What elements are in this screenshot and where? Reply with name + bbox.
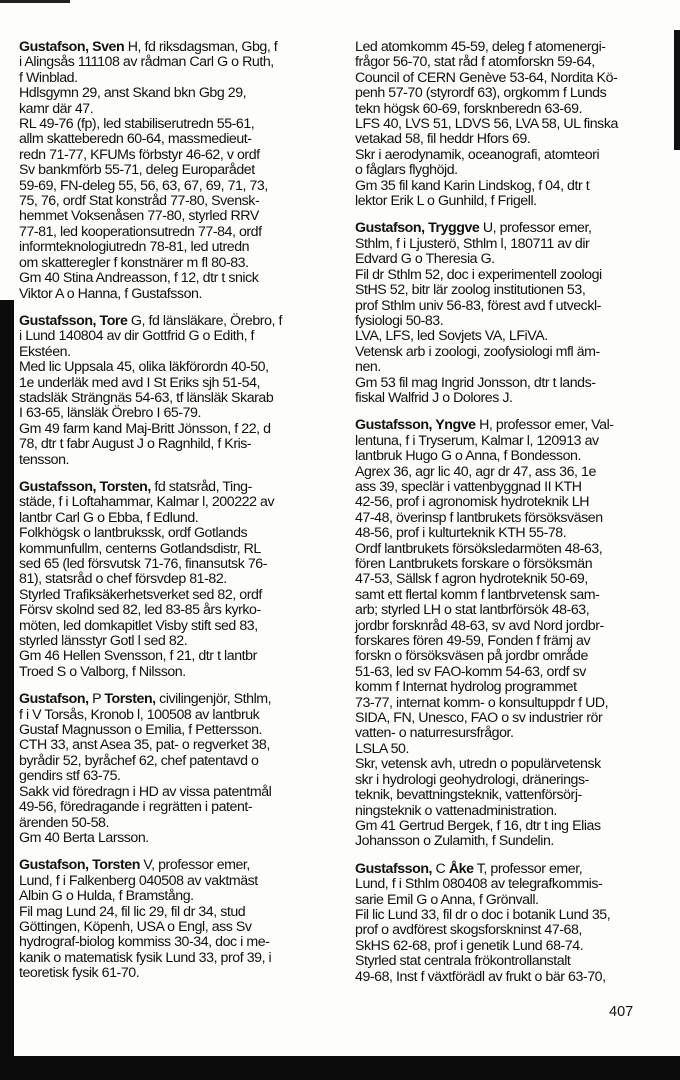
entry-text-line: om skatteregler f konstnärer m fl 80-83. [19, 254, 249, 271]
entry-text-line: redn 71-77, KFUMs förbstyr 46-62, v ordf [19, 146, 260, 163]
entry-heading-text: H, fd riksdagsman, Gbg, f [124, 39, 278, 55]
entry-text-line: StHS 52, bitr lär zoolog institutionen 53, [355, 282, 586, 299]
scan-edge-left [0, 300, 14, 1080]
entry-text-line: i Alingsås 111108 av rådman Carl G o Ruth, [19, 54, 274, 71]
entry-heading-line [19, 40, 351, 55]
entry-text-line: Hdlsgymn 29, anst Skand bkn Gbg 29, [19, 85, 247, 102]
entry-text-line: hydrograf-biolog kommiss 30-34, doc i me- [19, 934, 270, 951]
entry-heading-text: fd statsråd, Ting- [150, 478, 252, 495]
entry-text-line: Led atomkomm 45-59, deleg f atomenergi- [355, 39, 606, 55]
entry-text-line: 73-77, internat komm- o konsultuppdr f UD, [355, 694, 609, 711]
entry-text-line: Skr, vetensk avh, utredn o populärvetensk [355, 756, 601, 773]
entry-heading-line [355, 418, 677, 433]
entry-text-line: lentuna, f i Tryserum, Kalmar l, 120913 av [355, 432, 599, 449]
entry-text-line: gendirs stf 63-75. [19, 768, 121, 785]
entry-text-line: prof o avdförest skogsforskninst 47-68, [355, 922, 582, 939]
entry-text-line: Sakk vid föredragn i HD av vissa patentmål [19, 783, 272, 800]
entry-heading-text: G, fd länsläkare, Örebro, f [127, 312, 282, 329]
entry-text-line: 49-68, Inst f växtförädl av frukt o bär 63-70, [355, 968, 606, 985]
entry-text-line: Fil lic Lund 33, fil dr o doc i botanik Lund 35, [355, 906, 611, 923]
entry-heading-line [19, 314, 351, 329]
entry-text-line: prof Sthlm univ 56-83, förest avd f utveckl- [355, 297, 601, 314]
entry-text-line: LFS 40, LVS 51, LDVS 56, LVA 58, UL finska [355, 116, 618, 133]
entry-text-line: nen. [355, 359, 381, 376]
entry-text-line: Gm 53 fil mag Ingrid Jonsson, dtr t lands- [355, 374, 596, 391]
entry-text-line: 59-69, FN-deleg 55, 56, 63, 67, 69, 71, 73, [19, 177, 268, 194]
entry-text-line: Gm 40 Berta Larsson. [19, 829, 149, 846]
entry-text-line: teknik, bevattningsteknik, vattenförsörj- [355, 787, 582, 804]
entry-heading-line [355, 221, 677, 236]
entry-text-line: teoretisk fysik 61-70. [19, 965, 140, 982]
biography-entry [355, 862, 677, 985]
entry-heading-text: U, professor emer, [479, 220, 592, 237]
biography-entry-continuation [355, 40, 677, 209]
entry-text-line: arb; styrled LH o stat lantbrförsök 48-63, [355, 602, 590, 619]
entry-text-line: möten, led domkapitlet Visby stift sed 83, [19, 617, 258, 634]
entry-text-line: Fil mag Lund 24, fil lic 29, fil dr 34, stud [19, 903, 246, 920]
entry-text-line: kanik o matematisk fysik Lund 33, prof 39, i [19, 949, 272, 966]
entry-text-line: Gm 49 farm kand Maj-Britt Jönsson, f 22, d [19, 420, 271, 437]
entry-text-line: 81), statsråd o chef försvdep 81-82. [19, 571, 227, 588]
entry-text-line: Albin G o Hulda, f Bramstång. [19, 888, 194, 905]
entry-text-line: LVA, LFS, led Sovjets VA, LFiVA. [355, 328, 548, 345]
entry-text-line: 1e underläk med avd I St Eriks sjh 51-54, [19, 374, 260, 391]
entry-text-line: lektor Erik L o Gunhild, f Frigell. [355, 193, 537, 210]
entry-text-line: I 63-65, länsläk Örebro I 65-79. [19, 405, 201, 422]
entry-heading-text: T, professor emer, [473, 860, 583, 877]
entry-text-line: Fil dr Sthlm 52, doc i experimentell zoologi [355, 266, 602, 283]
scan-edge-bottom [0, 1056, 680, 1080]
entry-text-line: sarie Emil G o Anna, f Grönvall. [355, 891, 539, 908]
entry-text-line: vatten- o naturresursfrågor. [355, 725, 514, 742]
entry-text-line: vetakad 58, fil heddr Hfors 69. [355, 131, 531, 148]
entry-text-line: CTH 33, anst Asea 35, pat- o regverket 38, [19, 737, 270, 754]
entry-text-line: forskn o försöksväsen på jordbr område [355, 648, 588, 665]
entry-text-line: lantbr Carl G o Ebba, f Edlund. [19, 509, 199, 526]
entry-name-part: Torsten, [104, 691, 156, 708]
entry-text-line: Vetensk arb i zoologi, zoofysiologi mfl äm- [355, 343, 600, 360]
entry-text-line: 48-56, prof i kulturteknik KTH 55-78. [355, 525, 567, 542]
entry-text-line: i Lund 140804 av dir Gottfrid G o Edith, f [19, 328, 255, 345]
entry-name: Gustafsson, Yngve [355, 417, 476, 434]
biography-entry [19, 480, 351, 680]
entry-text-line: Viktor A o Hanna, f Gustafsson. [19, 285, 202, 302]
entry-heading-line [355, 862, 677, 877]
entry-text-line: ärenden 50-58. [19, 814, 109, 831]
biography-entry [19, 40, 351, 302]
left-column [19, 40, 351, 994]
entry-text-line: Styrled Trafiksäkerhetsverket sed 82, ordf [19, 586, 262, 603]
entry-text-line: fören Lantbrukets forskare o försöksmän [355, 556, 593, 572]
entry-text-line: 78, dtr t fabr August J o Ragnhild, f Kris- [19, 436, 252, 453]
entry-text-line: fiskal Walfrid J o Dolores J. [355, 389, 513, 406]
entry-text-line: städe, f i Loftahammar, Kalmar l, 200222 av [19, 494, 275, 511]
entry-name: Gustafson, Sven [19, 39, 125, 55]
right-column [355, 40, 677, 997]
entry-text-line: komm f Internat hydrolog programmet [355, 679, 577, 696]
entry-text-line: kommunfullm, centerns Gotlandsdistr, RL [19, 540, 261, 557]
entry-text-line: informteknologiutredn 78-81, led utredn [19, 239, 250, 256]
entry-heading-text: V, professor emer, [139, 857, 250, 874]
biography-entry [19, 692, 351, 846]
entry-heading-line [19, 858, 351, 873]
entry-text-line: LSLA 50. [355, 740, 409, 757]
entry-name: Gustafsson, [355, 860, 433, 877]
entry-text-line: Lund, f i Sthlm 080408 av telegrafkommis- [355, 876, 603, 893]
entry-text-line: allm skatteberedn 60-64, massmedieut- [19, 131, 252, 148]
entry-text-line: forskares fören 49-59, Fonden f främj av [355, 633, 591, 650]
entry-text-line: Sv bankmförb 55-71, deleg Europarådet [19, 162, 255, 179]
entry-text-line: SIDA, FN, Unesco, FAO o sv industrier rör [355, 710, 603, 727]
entry-text-line: Gm 40 Stina Andreasson, f 12, dtr t snick [19, 270, 259, 287]
entry-heading-text: H, professor emer, Val- [475, 417, 614, 434]
entry-text-line: ass 39, speclär i vattenbyggnad II KTH [355, 478, 582, 495]
entry-text-line: 77-81, led kooperationsutredn 77-84, ordf [19, 223, 262, 240]
entry-text-line: samt ett flertal komm f lantbrvetensk sam- [355, 586, 600, 603]
entry-text-line: frågor 56-70, stat råd f atomforskn 59-64, [355, 54, 595, 71]
entry-text-line: Council of CERN Genève 53-64, Nordita Kö- [355, 69, 618, 86]
entry-text-line: 42-56, prof i agronomisk hydroteknik LH [355, 494, 590, 511]
entry-text-line: sed 65 (led försvutsk 71-76, finansutsk 76- [19, 556, 267, 572]
entry-text-line: RL 49-76 (fp), led stabiliserutredn 55-61, [19, 116, 255, 133]
entry-initial: C [432, 860, 449, 877]
entry-text-line: byrådir 52, byråchef 62, chef patentavd o [19, 752, 259, 769]
entry-name: Gustafsson, Tore [19, 312, 128, 329]
entry-text-line: Med lic Uppsala 45, olika läkförordn 40-50, [19, 359, 269, 376]
entry-text-line: Ordf lantbrukets försöksledarmöten 48-63, [355, 540, 603, 557]
entry-text-line: 51-63, led sv FAO-komm 54-63, ordf sv [355, 663, 586, 680]
entry-text-line: Skr i aerodynamik, oceanografi, atomteori [355, 146, 600, 163]
page-number: 407 [609, 1004, 634, 1020]
entry-text-line: stadsläk Strängnäs 54-63, tf länsläk Skarab [19, 389, 274, 406]
entry-text-line: tensson. [19, 451, 70, 468]
biography-entry [355, 221, 677, 406]
entry-text-line: Lund, f i Falkenberg 040508 av vaktmäst [19, 872, 258, 889]
entry-name: Gustafson, [19, 691, 89, 708]
entry-text-line: SkHS 62-68, prof i genetik Lund 68-74. [355, 937, 584, 954]
entry-text-line: f i V Torsås, Kronob l, 100508 av lantbruk [19, 706, 260, 723]
entry-text-line: skr i hydrologi geohydrologi, dränerings- [355, 771, 589, 788]
biography-entry [19, 858, 351, 981]
entry-text-line: Agrex 36, agr lic 40, agr dr 47, ass 36, 1e [355, 463, 596, 480]
entry-text-line: Försv skolnd sed 82, led 83-85 års kyrko- [19, 602, 261, 619]
entry-text-line: f Winblad. [19, 69, 78, 86]
entry-text-line: Edvard G o Theresia G. [355, 251, 495, 268]
entry-text-line: Johansson o Zulamith, f Sundelin. [355, 833, 554, 850]
biography-entry [355, 418, 677, 849]
entry-text-line: fysiologi 50-83. [355, 312, 444, 329]
entry-heading-text: civilingenjör, Sthlm, [155, 691, 272, 708]
biography-entry [19, 314, 351, 468]
entry-text-line: styrled länsstyr Gotl l sed 82. [19, 633, 188, 650]
entry-text-line: lantbruk Hugo G o Anna, f Bondesson. [355, 448, 581, 465]
entry-name: Gustafson, Tryggve [355, 220, 480, 237]
entry-initial: P [88, 691, 105, 708]
entry-text-line: Gustaf Magnusson o Emilia, f Pettersson. [19, 722, 263, 739]
entry-text-line: Göttingen, Köpenh, USA o Engl, ass Sv [19, 918, 252, 935]
entry-text-line: Ekstéen. [19, 343, 71, 360]
entry-text-line: o fåglars flyghöjd. [355, 162, 458, 179]
entry-text-line: 47-53, Sällsk f agron hydroteknik 50-69, [355, 571, 588, 588]
entry-text-line: Styrled stat centrala frökontrollanstalt [355, 953, 571, 970]
entry-text-line: Gm 41 Gertrud Bergek, f 16, dtr t ing Elias [355, 817, 601, 834]
entry-heading-line [19, 480, 351, 495]
entry-text-line: 47-48, överinsp f lantbrukets försöksväsen [355, 509, 603, 526]
entry-heading-line [19, 692, 351, 707]
entry-text-line: Gm 46 Hellen Svensson, f 21, dtr t lantbr [19, 648, 257, 665]
entry-text-line: Sthlm, f i Ljusterö, Sthlm l, 180711 av dir [355, 235, 590, 252]
entry-text-line: Gm 35 fil kand Karin Lindskog, f 04, dtr t [355, 177, 590, 194]
entry-text-line: 75, 76, ordf Stat konstråd 77-80, Svensk- [19, 193, 260, 210]
entry-text-line: kamr där 47. [19, 100, 94, 117]
entry-text-line: Folkhögsk o lantbrukssk, ordf Gotlands [19, 525, 248, 542]
entry-name-part: Åke [448, 860, 474, 877]
entry-text-line: hemmet Voksenåsen 77-80, styrled RRV [19, 208, 259, 225]
entry-text-line: 49-56, föredragande i regrätten i patent- [19, 799, 253, 816]
entry-name: Gustafsson, Torsten, [19, 478, 151, 495]
scan-edge-top [0, 0, 70, 3]
entry-text-line: Troed S o Valborg, f Nilsson. [19, 663, 186, 680]
entry-name: Gustafson, Torsten [19, 857, 140, 874]
entry-text-line: tekn högsk 60-69, forsknberedn 63-69. [355, 100, 583, 117]
entry-text-line: jordbr forsknråd 48-63, sv avd Nord jordbr- [355, 617, 604, 634]
entry-text-line: ningsteknik o vattenadministration. [355, 802, 557, 819]
entry-text-line: penh 57-70 (styrordf 63), orgkomm f Lunds [355, 85, 607, 102]
